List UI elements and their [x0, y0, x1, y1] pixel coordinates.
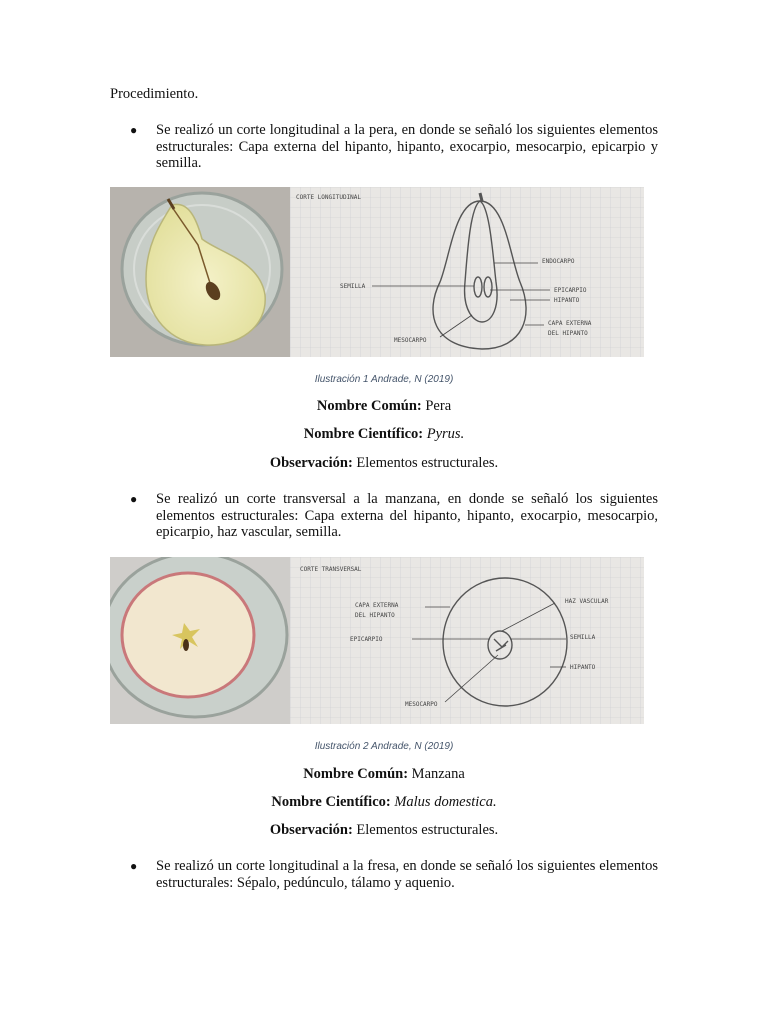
scientific-name-value: Pyrus. — [426, 426, 465, 442]
label-mesocarpo: MESOCARPO — [405, 701, 438, 708]
common-name-line — [0, 398, 768, 415]
label-epicarpio: EPICARPIO — [350, 636, 383, 643]
apple-seed — [183, 639, 189, 651]
common-name-line — [0, 766, 768, 783]
observation-line — [0, 822, 768, 839]
label-del-hipanto: DEL HIPANTO — [355, 612, 395, 619]
label-endocarpo: ENDOCARPO — [542, 258, 575, 265]
bullet-item — [130, 858, 658, 891]
label-hipanto: HIPANTO — [554, 297, 580, 304]
bullet-dot: ● — [130, 123, 138, 137]
scientific-name-label: Nombre Científico: — [303, 426, 424, 442]
common-name-label: Nombre Común: — [303, 766, 409, 782]
bullet-dot: ● — [130, 492, 138, 506]
scientific-name-value: Malus domestica. — [394, 794, 497, 810]
scientific-name-line — [0, 794, 768, 811]
apple-illustration — [110, 557, 644, 724]
bullet-dot: ● — [130, 859, 138, 873]
sketch-title: CORTE TRANSVERSAL — [300, 566, 362, 573]
label-semilla: SEMILLA — [340, 283, 366, 290]
label-semilla: SEMILLA — [570, 634, 596, 641]
bullet-item — [130, 122, 658, 172]
observation-label: Observación: — [269, 822, 353, 838]
common-name-label: Nombre Común: — [316, 398, 422, 414]
observation-value: Elementos estructurales. — [352, 455, 499, 471]
figure-caption: Ilustración 1 Andrade, N (2019) — [314, 374, 454, 385]
figure-pear — [110, 187, 644, 357]
label-capa-externa: CAPA EXTERNA — [548, 320, 592, 327]
sketch-title: CORTE LONGITUDINAL — [296, 194, 362, 201]
label-mesocarpo: MESOCARPO — [394, 337, 427, 344]
bullet-item — [130, 491, 658, 541]
common-name-value: Manzana — [408, 766, 465, 782]
label-haz-vascular: HAZ VASCULAR — [565, 598, 609, 605]
figure-caption: Ilustración 2 Andrade, N (2019) — [314, 741, 454, 752]
common-name-value: Pera — [421, 398, 452, 414]
label-del-hipanto: DEL HIPANTO — [548, 330, 588, 337]
label-epicarpio: EPICARPIO — [554, 287, 587, 294]
figure-apple — [110, 557, 644, 724]
scientific-name-label: Nombre Científico: — [271, 794, 391, 810]
section-heading: Procedimiento. — [110, 86, 199, 102]
grid-paper — [290, 187, 644, 357]
label-capa-externa: CAPA EXTERNA — [355, 602, 399, 609]
bullet-text: Se realizó un corte longitudinal a la pera, en donde se señaló los siguientes elementos estructurales: Capa externa del hipanto, hipanto, exocarpio, mesocarpio, epicarpio y semilla. — [156, 122, 658, 171]
pear-illustration — [110, 187, 644, 357]
observation-line — [0, 455, 768, 472]
bullet-text: Se realizó un corte longitudinal a la fresa, en donde se señaló los siguientes elementos estructurales: Sépalo, pedúnculo, tálamo y aquenio. — [156, 858, 658, 891]
observation-value: Elementos estructurales. — [352, 822, 499, 838]
bullet-text: Se realizó un corte transversal a la manzana, en donde se señaló los siguientes elementos estructurales: Capa externa del hipanto, hipanto, exocarpio, mesocarpio, epicarpio, haz vascular, semilla. — [156, 491, 658, 540]
label-hipanto: HIPANTO — [570, 664, 596, 671]
observation-label: Observación: — [269, 455, 353, 471]
scientific-name-line — [0, 426, 768, 443]
